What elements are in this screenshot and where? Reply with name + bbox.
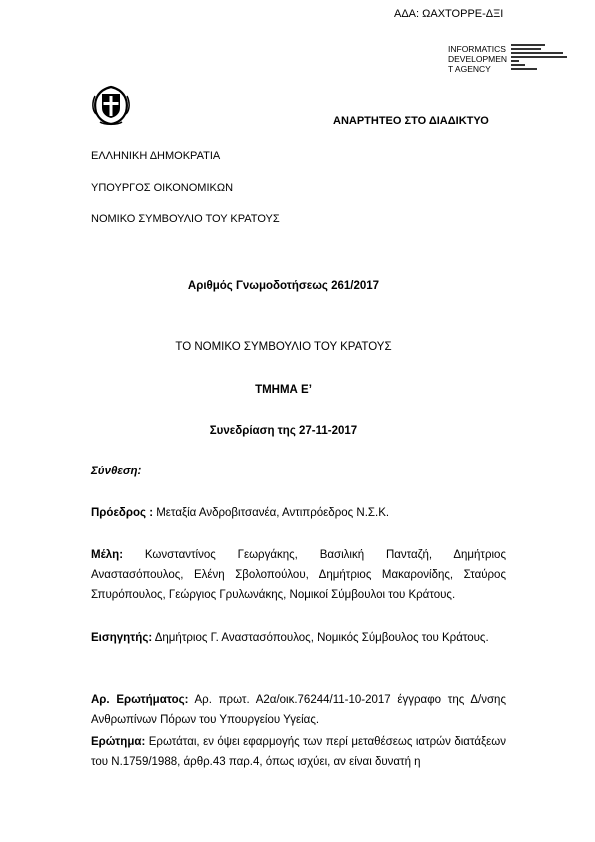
question-label: Ερώτημα: xyxy=(91,736,146,748)
query-number-text: Αρ. πρωτ. Α2α/οικ.76244/11-10-2017 έγγραφο της Δ/νσης Ανθρωπίνων Πόρων του Υπουργείου Υγείας. xyxy=(91,694,506,726)
posted-online-notice: ΑΝΑΡΤΗΤΕΟ ΣΤΟ ΔΙΑΔΙΚΤΥΟ xyxy=(333,115,489,127)
session-date: Συνεδρίαση της 27-11-2017 xyxy=(209,425,358,437)
query-number-label: Αρ. Ερωτήματος: xyxy=(91,694,189,706)
members-text: Κωνσταντίνος Γεωργάκης, Βασιλική Πανταζή, Δημήτριος Αναστασόπουλος, Ελένη Σβολοπούλου, Δημήτριος Μακαρονίδης, Σταύρος Σπυρόπουλος, Γεώργιος Γρυλωνάκης, Νομικοί Σύμβουλοι του Κράτους. xyxy=(91,549,506,601)
composition-label: Σύνθεση: xyxy=(91,465,142,477)
query-number-paragraph xyxy=(91,690,506,730)
section-title: ΤΜΗΜΑ Ε’ xyxy=(255,384,312,396)
members-label: Μέλη: xyxy=(91,549,124,561)
question-text: Ερωτάται, εν όψει εφαρμογής των περί μεταθέσεως ιατρών διατάξεων του Ν.1759/1988, άρθρ.43 παρ.4, όπως ισχύει, αν είναι δυνατή η xyxy=(91,736,506,768)
rapporteur-label: Εισηγητής: xyxy=(91,632,153,644)
president-label: Πρόεδρος : xyxy=(91,507,154,519)
signature-line-1: INFORMATICS xyxy=(448,44,506,54)
members-paragraph xyxy=(91,545,506,605)
president-text: Μεταξία Ανδροβιτσανέα, Αντιπρόεδρος Ν.Σ.Κ. xyxy=(153,507,390,519)
rapporteur-paragraph xyxy=(91,628,506,648)
question-paragraph xyxy=(91,732,506,772)
council-title: ΤΟ ΝΟΜΙΚΟ ΣΥΜΒΟΥΛΙΟ ΤΟΥ ΚΡΑΤΟΥΣ xyxy=(175,341,392,353)
ada-code: ΑΔΑ: ΩΑΧΤΟΡΡΕ-ΔΞΙ xyxy=(394,8,504,20)
signature-fine-print-graphic xyxy=(511,44,569,78)
digital-signature-block xyxy=(448,44,507,74)
signature-line-2: DEVELOPMEN xyxy=(448,54,508,64)
header-ministry: ΥΠΟΥΡΓΟΣ ΟΙΚΟΝΟΜΙΚΩΝ xyxy=(91,182,234,194)
rapporteur-text: Δημήτριος Γ. Αναστασόπουλος, Νομικός Σύμβουλος του Κράτους. xyxy=(152,632,489,644)
opinion-number: Αριθμός Γνωμοδοτήσεως 261/2017 xyxy=(187,280,380,292)
president-paragraph xyxy=(91,503,506,523)
greek-coat-of-arms-emblem xyxy=(90,84,132,126)
header-republic: ΕΛΛΗΝΙΚΗ ΔΗΜΟΚΡΑΤΙΑ xyxy=(91,150,221,162)
signature-line-3: T AGENCY xyxy=(448,64,491,74)
header-council: ΝΟΜΙΚΟ ΣΥΜΒΟΥΛΙΟ ΤΟΥ ΚΡΑΤΟΥΣ xyxy=(91,213,280,225)
